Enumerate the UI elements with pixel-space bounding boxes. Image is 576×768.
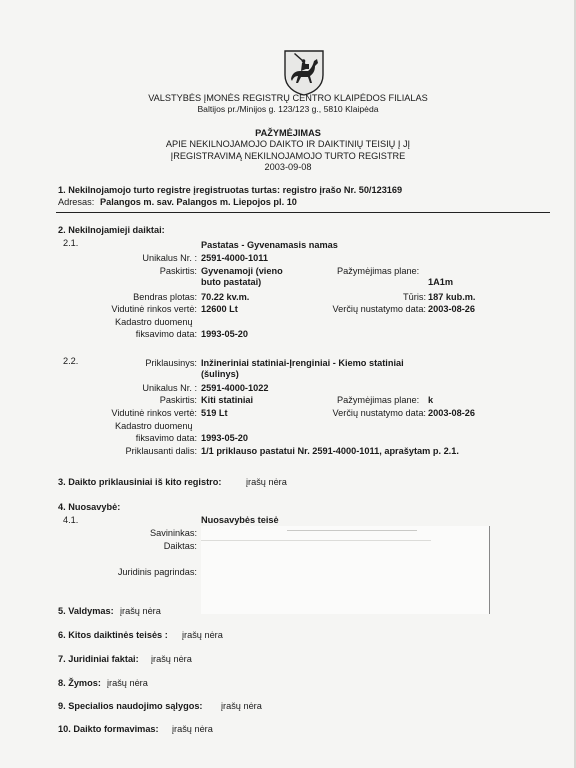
juridinis-pagrindas-label: Juridinis pagrindas: [117,567,197,577]
verciu-label-2: Verčių nustatymo data: [332,408,426,418]
verciu-value-1: 2003-08-26 [428,304,475,314]
section-9-value: įrašų nėra [221,701,262,711]
section-9-label: 9. Specialios naudojimo sąlygos: [58,701,203,711]
daiktas-label: Daiktas: [163,541,197,551]
paskirtis-value-1b: buto pastatai) [201,277,262,287]
priklausinys-label: Priklausinys: [145,358,197,368]
verciu-label-1: Verčių nustatymo data: [332,304,426,314]
item-2-2-number: 2.2. [63,356,79,366]
section-divider [56,212,550,213]
verte-label-1: Vidutinė rinkos vertė: [111,304,197,314]
verciu-value-2: 2003-08-26 [428,408,475,418]
coat-of-arms-icon [279,47,329,97]
section-3-label: 3. Daikto priklausiniai iš kito registro: [58,477,222,487]
document-title: PAŽYMĖJIMAS [255,128,321,138]
address-label: Adresas: [58,197,95,207]
kadastro-label-2b: fiksavimo data: [135,433,197,443]
unikalus-label-2: Unikalus Nr. : [142,383,197,393]
section-5-value: įrašų nėra [120,606,161,616]
section-5-label: 5. Valdymas: [58,606,114,616]
document-date: 2003-09-08 [264,162,312,172]
document-subtitle-1: APIE NEKILNOJAMOJO DAIKTO IR DAIKTINIŲ TEISIŲ Į JĮ [165,139,411,149]
verte-value-1: 12600 Lt [201,304,238,314]
unikalus-label-1: Unikalus Nr. : [142,253,197,263]
priklausinys-value-a: Inžineriniai statiniai-Įrenginiai - Kiemo statiniai [201,358,404,368]
section-6-value: įrašų nėra [182,630,223,640]
section-10-label: 10. Daikto formavimas: [58,724,159,734]
document-subtitle-2: ĮREGISTRAVIMĄ NEKILNOJAMOJO TURTO REGISTRE [170,151,406,161]
section-8-label: 8. Žymos: [58,678,101,688]
verte-value-2: 519 Lt [201,408,228,418]
section-8-value: įrašų nėra [107,678,148,688]
item-2-1-title: Pastatas - Gyvenamasis namas [201,240,338,250]
org-address: Baltijos pr./Minijos g. 123/123 g., 5810 Klaipėda [197,104,379,114]
section-1-line: 1. Nekilnojamojo turto registre įregistruotas turtas: registro įrašo Nr. 50/123169 [58,185,403,195]
kadastro-label-2a: Kadastro duomenų [115,421,193,431]
plane-value-2: k [428,395,434,405]
section-7-value: įrašų nėra [151,654,192,664]
org-name: VALSTYBĖS ĮMONĖS REGISTRŲ CENTRO KLAIPĖDOS FILIALAS [148,93,428,103]
section-7-label: 7. Juridiniai faktai: [58,654,139,664]
kadastro-value-1: 1993-05-20 [201,329,248,339]
turis-label: Tūris: [403,292,426,302]
section-6-label: 6. Kitos daiktinės teisės : [58,630,168,640]
plotas-value: 70.22 kv.m. [201,292,250,302]
unikalus-value-1: 2591-4000-1011 [201,253,268,263]
dalis-value: 1/1 priklauso pastatui Nr. 2591-4000-1011, aprašytam p. 2.1. [201,446,459,456]
plane-value-1: 1A1m [428,277,454,287]
section-2-heading: 2. Nekilnojamieji daiktai: [58,225,165,235]
dalis-label: Priklausanti dalis: [125,446,197,456]
address-value: Palangos m. sav. Palangos m. Liepojos pl. 10 [100,197,297,207]
paskirtis-label-1: Paskirtis: [159,266,197,276]
verte-label-2: Vidutinė rinkos vertė: [111,408,197,418]
section-4-heading: 4. Nuosavybė: [58,502,121,512]
kadastro-value-2: 1993-05-20 [201,433,248,443]
priklausinys-value-b: (šulinys) [201,369,239,379]
paskirtis-value-1a: Gyvenamoji (vieno [201,266,283,276]
kadastro-label-1a: Kadastro duomenų [115,317,193,327]
savininkas-label: Savininkas: [150,528,197,538]
paskirtis-value-2: Kiti statiniai [201,395,254,405]
plotas-label: Bendras plotas: [133,292,197,302]
item-4-1-title: Nuosavybės teisė [201,515,279,525]
kadastro-label-1b: fiksavimo data: [135,329,197,339]
plane-label-1: Pažymėjimas plane: [337,266,420,276]
item-4-1-number: 4.1. [63,515,79,525]
item-2-1-number: 2.1. [63,238,79,248]
plane-label-2: Pažymėjimas plane: [337,395,420,405]
section-10-value: įrašų nėra [172,724,213,734]
section-3-value: įrašų nėra [246,477,287,487]
paskirtis-label-2: Paskirtis: [159,395,197,405]
unikalus-value-2: 2591-4000-1022 [201,383,269,393]
turis-value: 187 kub.m. [428,292,476,302]
redacted-owner-area [201,526,490,614]
